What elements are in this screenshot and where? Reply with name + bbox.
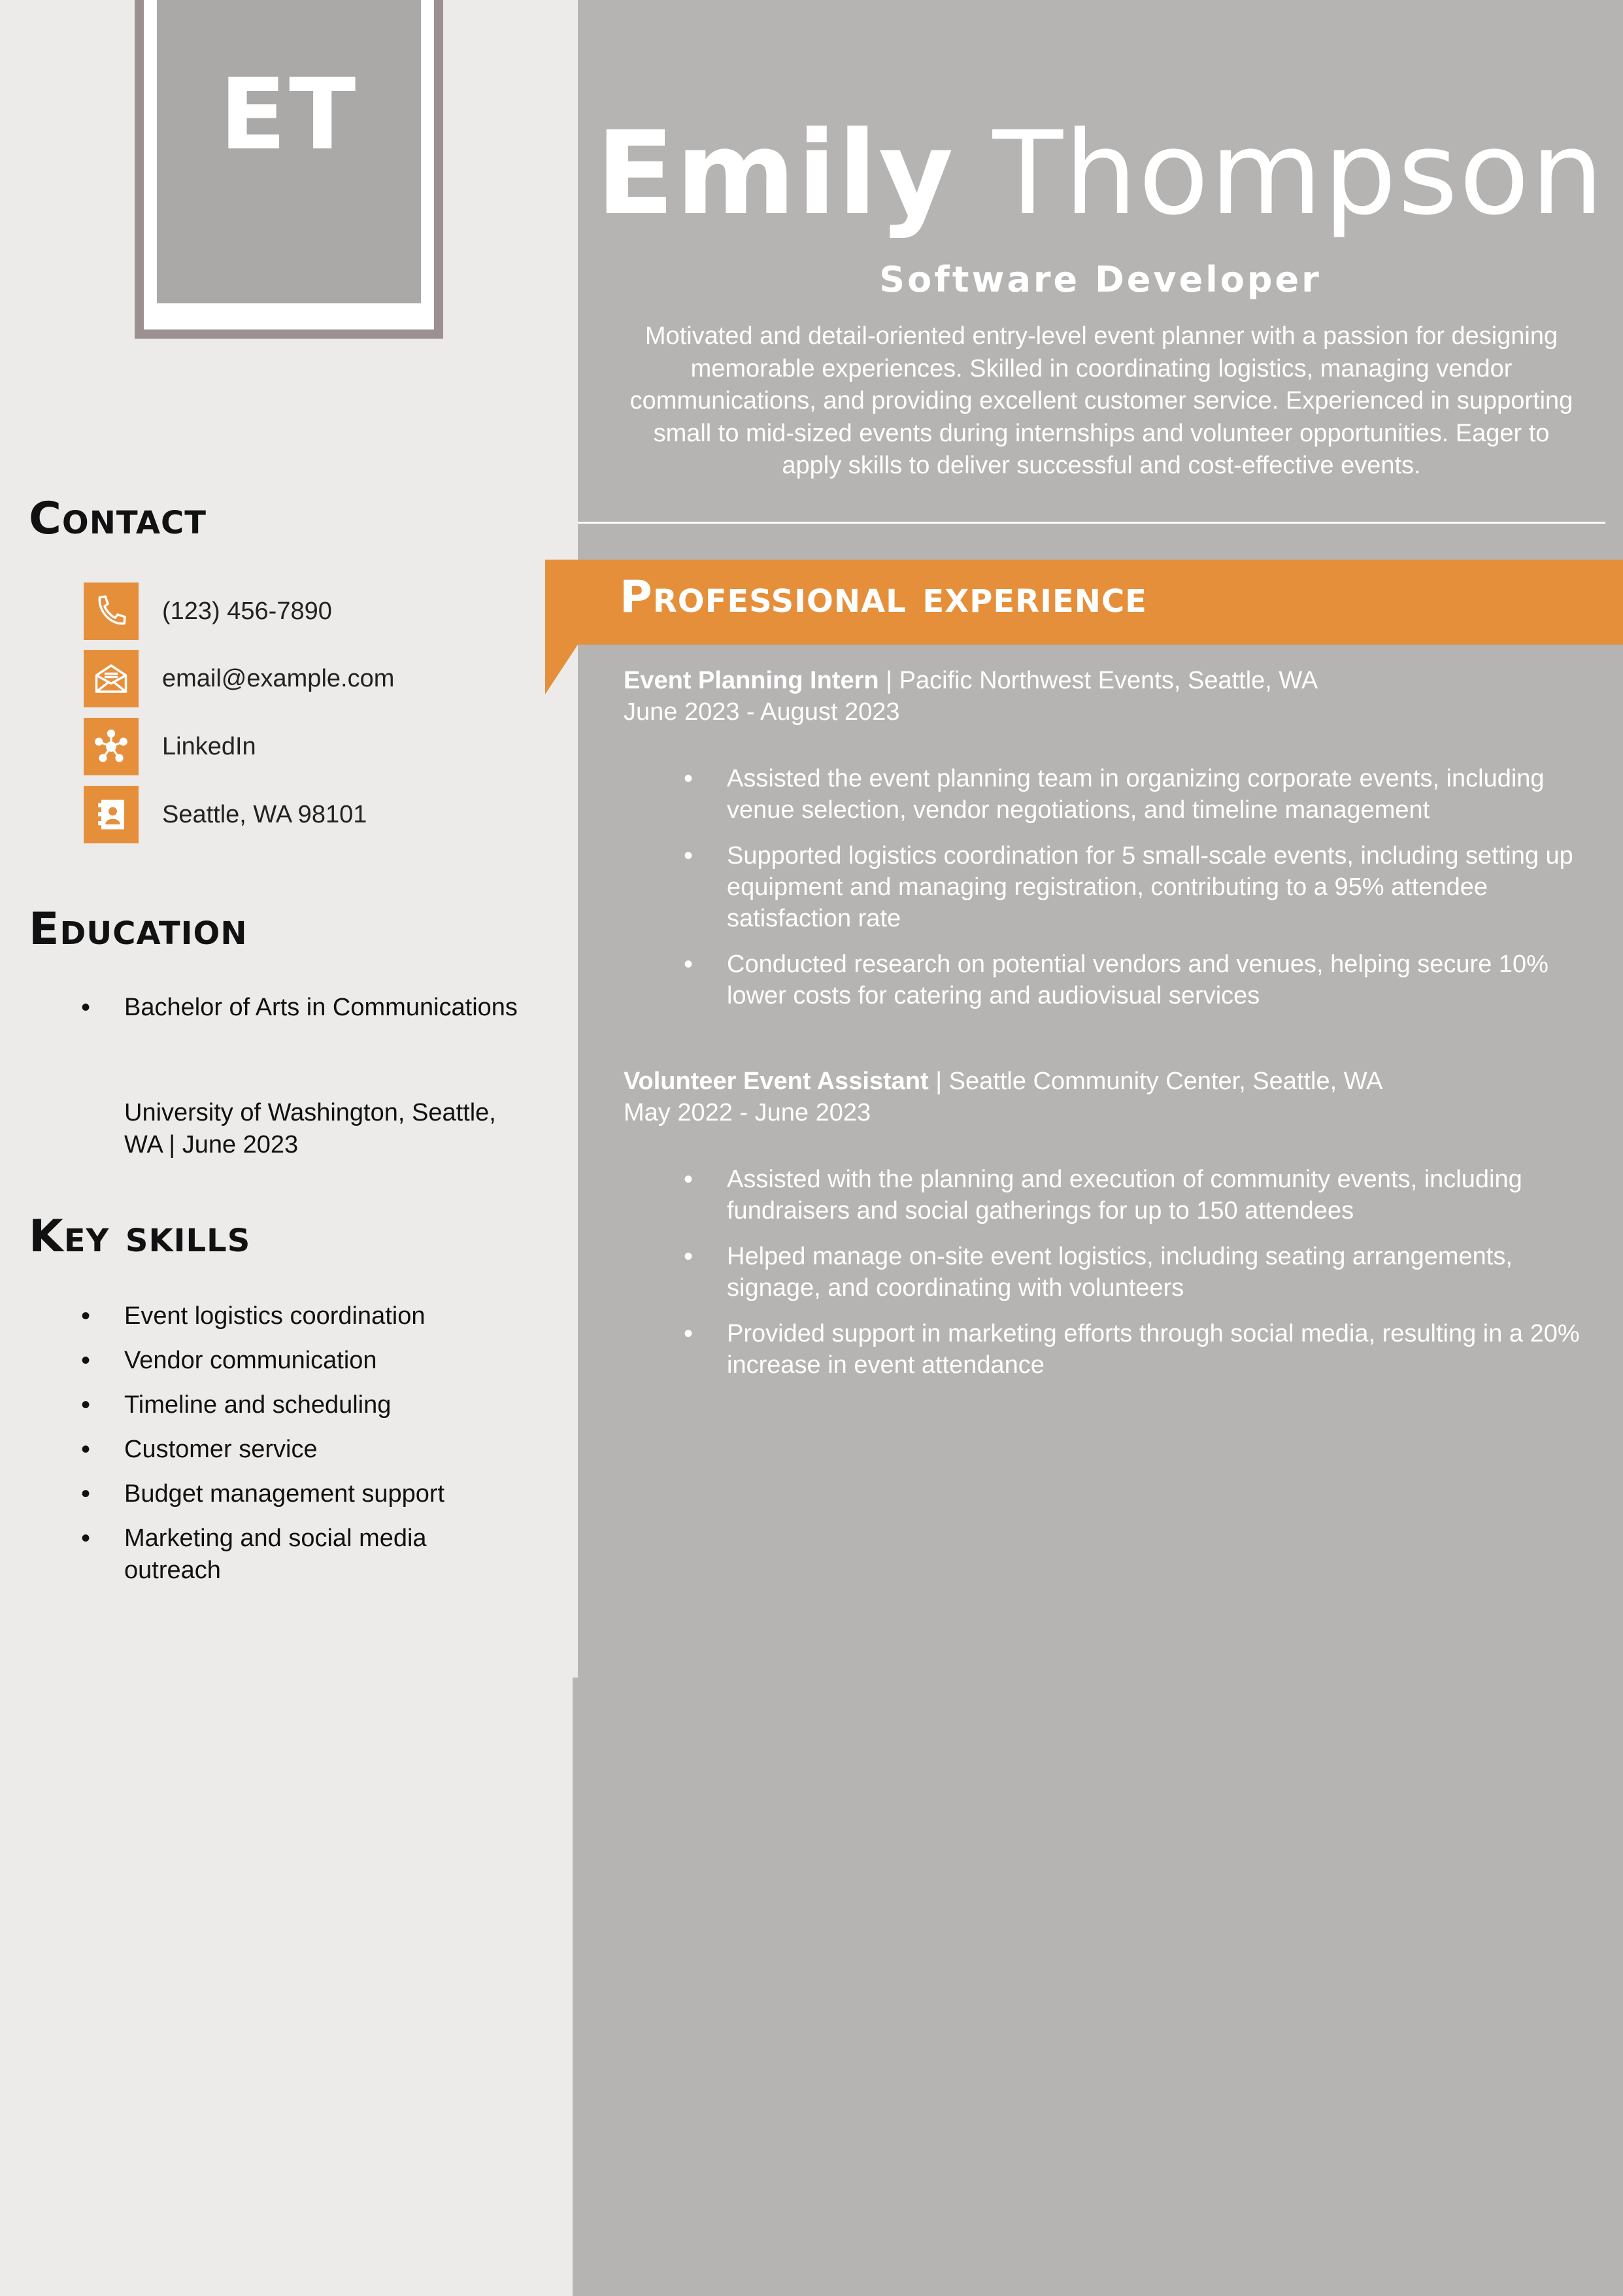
contact-email-text: email@example.com (162, 664, 395, 692)
contact-linkedin-text: LinkedIn (162, 732, 256, 760)
contact-linkedin (84, 718, 256, 775)
job-header (624, 1066, 1604, 1097)
skill-item: • Budget management support (0, 1478, 484, 1510)
last-name: Thompson (992, 107, 1605, 241)
job-role: Volunteer Event Assistant (624, 1068, 929, 1095)
job-dates: June 2023 - August 2023 (624, 698, 900, 726)
summary: Motivated and detail-oriented entry-level event planner with a passion for designing memorable experiences. Skilled in coordinating logistics, managing vendor communications, and providing excellent customer service. Experienced in supporting small to mid-sized events during internships and volunteer opportunities. Eager to apply skills to deliver successful and cost-effective events. (629, 322, 1573, 479)
job-dates: May 2022 - June 2023 (624, 1099, 871, 1126)
job-bullets (624, 1164, 1604, 1381)
contact-phone (84, 582, 332, 640)
job-bullets (624, 763, 1604, 1011)
first-name: Emily (595, 107, 955, 241)
contact-email (84, 650, 394, 707)
contact-heading: Contact (29, 493, 207, 545)
network-icon (84, 718, 139, 775)
job-entry (624, 1066, 1604, 1381)
banner-fold (545, 645, 578, 694)
job-bullet: • Helped manage on-site event logistics, including seating arrangements, signage, and coordinating with volunteers (624, 1241, 1604, 1304)
monogram-frame (135, 0, 443, 339)
header-divider (578, 522, 1605, 524)
skill-item: • Customer service (0, 1434, 484, 1466)
education-school: University of Washington, Seattle, WA | June 2023 (124, 1099, 496, 1158)
job-title: Software Developer (879, 259, 1322, 300)
skill-item: • Marketing and social media outreach (0, 1523, 484, 1587)
job-header (624, 665, 1604, 696)
skills-heading: Key skills (29, 1211, 251, 1262)
skill-item: • Event logistics coordination (0, 1300, 484, 1332)
contact-address-text: Seattle, WA 98101 (162, 800, 367, 828)
monogram: ET (219, 58, 359, 172)
job-bullet: • Assisted with the planning and execution of community events, including fundraisers and social gatherings for up to 150 attendees (624, 1164, 1604, 1226)
education-list (0, 992, 523, 1024)
experience-heading: Professional experience (620, 571, 1147, 623)
job-org: | Pacific Northwest Events, Seattle, WA (878, 667, 1318, 694)
job-bullet: • Supported logistics coordination for 5 small-scale events, including setting up equipment and managing registration, contributing to a 95% attendee satisfaction rate (624, 840, 1604, 934)
job-bullet: • Provided support in marketing efforts through social media, resulting in a 20% increase in event attendance (624, 1318, 1604, 1381)
education-heading: Education (29, 903, 248, 955)
skill-item: • Vendor communication (0, 1345, 484, 1377)
candidate-name (578, 107, 1623, 241)
skill-item: • Timeline and scheduling (0, 1389, 484, 1421)
job-org: | Seattle Community Center, Seattle, WA (928, 1068, 1383, 1095)
skills-list (0, 1300, 484, 1587)
education-degree: • Bachelor of Arts in Communications (0, 992, 523, 1024)
contact-address (84, 786, 367, 843)
job-entry (624, 665, 1604, 1011)
job-bullet: • Assisted the event planning team in organizing corporate events, including venue selection, vendor negotiations, and timeline management (624, 763, 1604, 826)
mail-icon (84, 650, 139, 707)
sidebar-edge (573, 1678, 578, 2296)
job-role: Event Planning Intern (624, 667, 879, 694)
monogram-box (157, 0, 421, 303)
phone-icon (84, 582, 139, 640)
contact-phone-text: (123) 456-7890 (162, 597, 332, 625)
job-bullet: • Conducted research on potential vendors and venues, helping secure 10% lower costs for catering and audiovisual services (624, 949, 1604, 1011)
address-book-icon (84, 786, 139, 843)
